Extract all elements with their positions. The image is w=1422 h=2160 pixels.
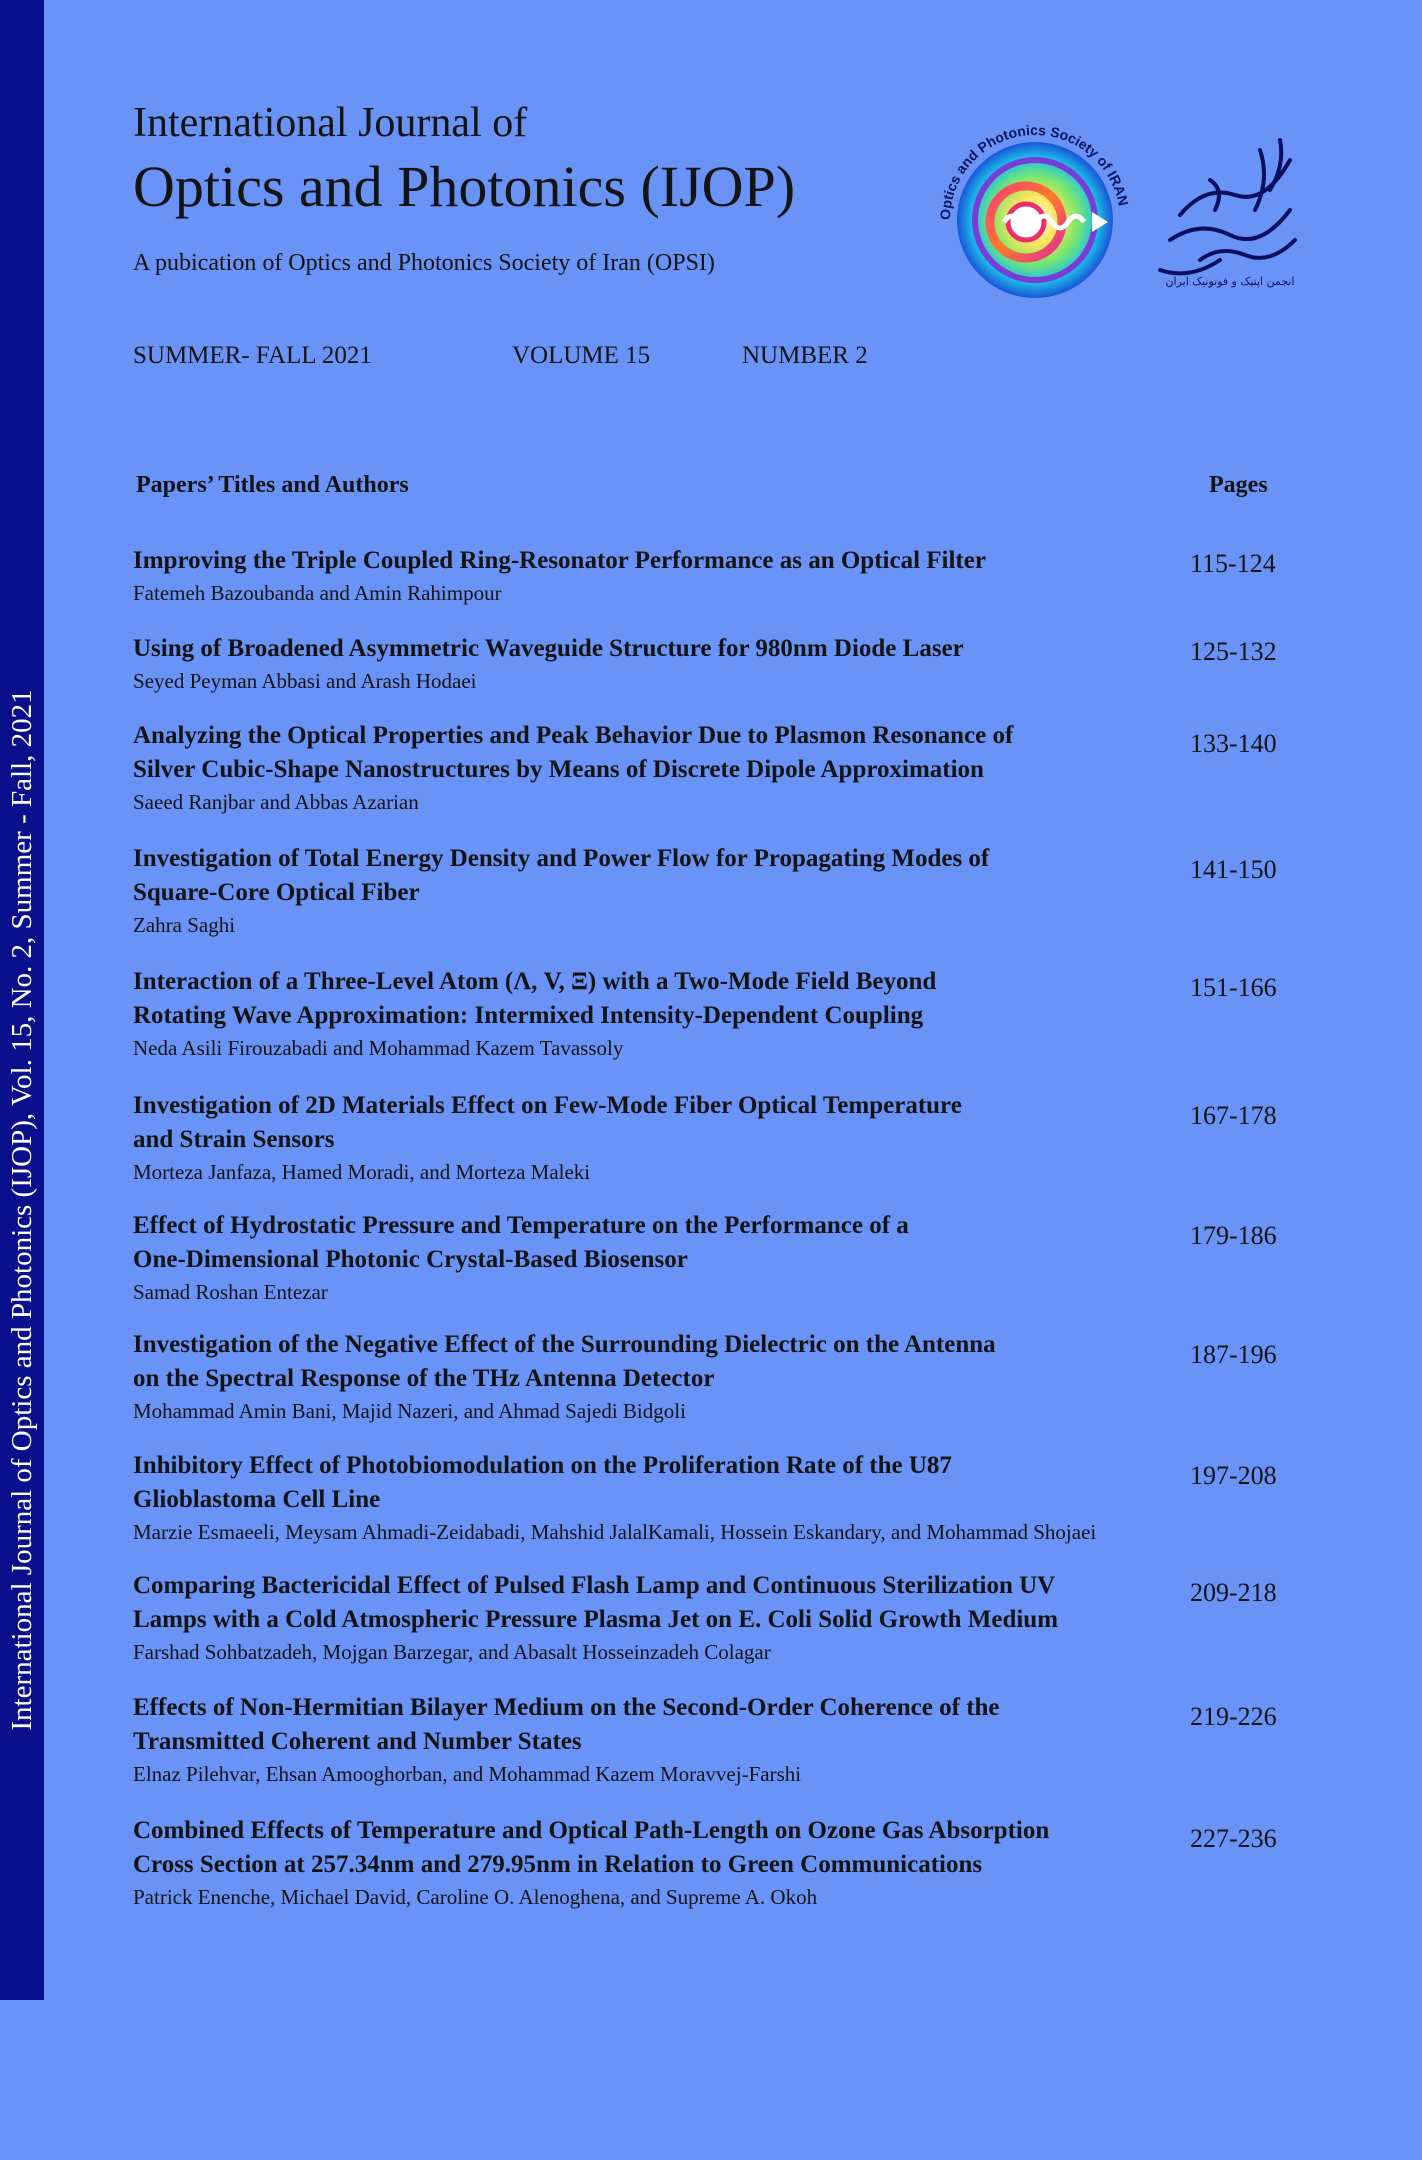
entry-title-line: Investigation of Total Energy Density and Power Flow for Propagating Modes of	[133, 845, 990, 872]
toc-entry[interactable]	[133, 1569, 1263, 1667]
entry-authors: Saeed Ranjbar and Abbas Azarian	[133, 790, 419, 814]
journal-subtitle: A pubication of Optics and Photonics Society of Iran (OPSI)	[133, 250, 715, 276]
entry-pages: 187-196	[1190, 1340, 1277, 1369]
entry-title-line: Investigation of the Negative Effect of the Surrounding Dielectric on the Antenna	[133, 1331, 996, 1358]
entry-title-line: Cross Section at 257.34nm and 279.95nm in Relation to Green Communications	[133, 1851, 983, 1878]
entry-title-line: Using of Broadened Asymmetric Waveguide Structure for 980nm Diode Laser	[133, 635, 964, 662]
spine-bar	[0, 0, 44, 2000]
entry-title-line: on the Spectral Response of the THz Antenna Detector	[133, 1365, 715, 1392]
entry-title-line: Effects of Non-Hermitian Bilayer Medium on the Second-Order Coherence of the	[133, 1694, 1000, 1721]
spine-text: International Journal of Optics and Photonics (IJOP), Vol. 15, No. 2, Summer - Fall, 2021	[6, 689, 38, 1731]
logo-ring-text: Optics and Photonics Society of IRAN	[936, 121, 1132, 221]
entry-authors: Neda Asili Firouzabadi and Mohammad Kazem Tavassoly	[133, 1036, 624, 1060]
toc-column-pages: Pages	[1209, 472, 1268, 498]
entry-pages: 227-236	[1190, 1824, 1277, 1853]
entry-title-line: Effect of Hydrostatic Pressure and Temperature on the Performance of a	[133, 1212, 909, 1239]
entry-pages: 115-124	[1190, 549, 1276, 578]
toc-entry[interactable]	[133, 842, 1263, 940]
toc-entry[interactable]	[133, 965, 1263, 1063]
entry-authors: Zahra Saghi	[133, 913, 236, 937]
calligraphy-text: انجمن اپتیک و فوتونیک ایران	[1165, 275, 1295, 288]
issue-volume: VOLUME 15	[512, 342, 651, 369]
entry-pages: 167-178	[1190, 1101, 1277, 1130]
entry-authors: Samad Roshan Entezar	[133, 1280, 328, 1304]
toc-entry[interactable]	[133, 632, 1263, 696]
toc-entry[interactable]	[133, 1209, 1263, 1307]
opsi-logo	[920, 100, 1150, 300]
entry-pages: 179-186	[1190, 1221, 1277, 1250]
toc-entry[interactable]	[133, 544, 1263, 608]
entry-authors: Fatemeh Bazoubanda and Amin Rahimpour	[133, 581, 502, 605]
entry-title-line: One-Dimensional Photonic Crystal-Based Biosensor	[133, 1246, 688, 1273]
entry-title-line: Rotating Wave Approximation: Intermixed Intensity-Dependent Coupling	[133, 1002, 924, 1029]
toc-column-titles: Papers’ Titles and Authors	[136, 472, 409, 498]
toc-entry[interactable]	[133, 1089, 1263, 1187]
issue-number: NUMBER 2	[742, 342, 868, 369]
issue-season: SUMMER- FALL 2021	[133, 342, 372, 369]
toc-entry[interactable]	[133, 1691, 1263, 1789]
entry-pages: 197-208	[1190, 1461, 1277, 1490]
journal-header	[133, 98, 795, 278]
entry-pages: 151-166	[1190, 973, 1277, 1002]
entry-title-line: Analyzing the Optical Properties and Peak Behavior Due to Plasmon Resonance of	[133, 722, 1014, 749]
toc-entry[interactable]	[133, 719, 1263, 817]
toc-entry[interactable]	[133, 1449, 1263, 1547]
journal-title-line2: Optics and Photonics (IJOP)	[133, 154, 796, 219]
entry-authors: Seyed Peyman Abbasi and Arash Hodaei	[133, 669, 477, 693]
entry-pages: 125-132	[1190, 637, 1277, 666]
entry-pages: 141-150	[1190, 855, 1277, 884]
entry-authors: Mohammad Amin Bani, Majid Nazeri, and Ahmad Sajedi Bidgoli	[133, 1399, 686, 1423]
toc-entry[interactable]	[133, 1814, 1263, 1912]
entry-title-line: Glioblastoma Cell Line	[133, 1486, 381, 1513]
calligraphy-logo	[1140, 120, 1320, 290]
entry-title-line: Interaction of a Three-Level Atom (Λ, V, Ξ) with a Two-Mode Field Beyond	[133, 968, 937, 995]
entry-title-line: Lamps with a Cold Atmospheric Pressure Plasma Jet on E. Coli Solid Growth Medium	[133, 1606, 1059, 1633]
entry-title-line: Improving the Triple Coupled Ring-Resonator Performance as an Optical Filter	[133, 547, 986, 574]
entry-title-line: Comparing Bactericidal Effect of Pulsed Flash Lamp and Continuous Sterilization UV	[133, 1572, 1056, 1599]
entry-title-line: Silver Cubic-Shape Nanostructures by Means of Discrete Dipole Approximation	[133, 756, 984, 783]
entry-authors: Farshad Sohbatzadeh, Mojgan Barzegar, and Abasalt Hosseinzadeh Colagar	[133, 1640, 771, 1664]
entry-pages: 209-218	[1190, 1578, 1277, 1607]
entry-title-line: Investigation of 2D Materials Effect on Few-Mode Fiber Optical Temperature	[133, 1092, 962, 1119]
entry-pages: 133-140	[1190, 729, 1277, 758]
toc-entry[interactable]	[133, 1328, 1263, 1426]
entry-title-line: Transmitted Coherent and Number States	[133, 1728, 582, 1755]
entry-title-line: Square-Core Optical Fiber	[133, 879, 420, 906]
entry-authors: Morteza Janfaza, Hamed Moradi, and Morteza Maleki	[133, 1160, 591, 1184]
journal-title-line1: International Journal of	[133, 100, 528, 146]
entry-authors: Elnaz Pilehvar, Ehsan Amooghorban, and Mohammad Kazem Moravvej-Farshi	[133, 1762, 802, 1786]
entry-pages: 219-226	[1190, 1702, 1277, 1731]
entry-authors: Patrick Enenche, Michael David, Caroline O. Alenoghena, and Supreme A. Okoh	[133, 1885, 818, 1909]
entry-title-line: Combined Effects of Temperature and Optical Path-Length on Ozone Gas Absorption	[133, 1817, 1050, 1844]
entry-authors: Marzie Esmaeeli, Meysam Ahmadi-Zeidabadi, Mahshid JalalKamali, Hossein Eskandary, and Mohammad Shojaei	[133, 1520, 1097, 1544]
entry-title-line: and Strain Sensors	[133, 1126, 335, 1153]
entry-title-line: Inhibitory Effect of Photobiomodulation on the Proliferation Rate of the U87	[133, 1452, 952, 1479]
